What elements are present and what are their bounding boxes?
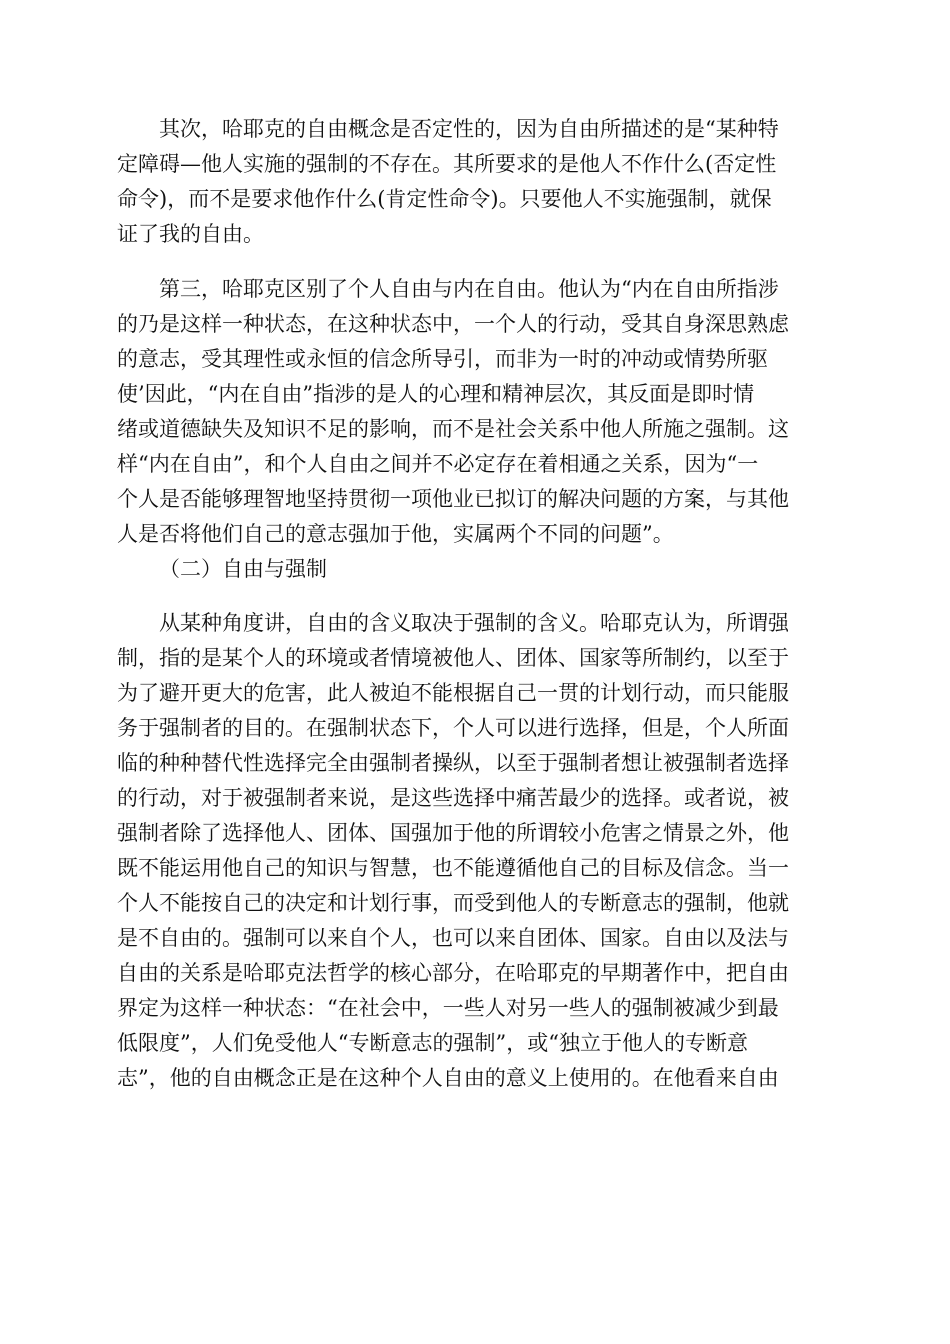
text-line: 其次，哈耶克的自由概念是否定性的，因为自由所描述的是“某种特 <box>159 117 779 141</box>
text-line: 自由的关系是哈耶克法哲学的核心部分，在哈耶克的早期著作中，把自由 <box>117 961 789 985</box>
text-line: 证了我的自由。 <box>117 222 264 246</box>
text-line: 定障碍—他人实施的强制的不存在。其所要求的是他人不作什么(否定性 <box>117 152 777 176</box>
text-line: 的意志，受其理性或永恒的信念所导引，而非为一时的冲动或情势所驱 <box>117 347 768 371</box>
text-line: 个人不能按自己的决定和计划行事，而受到他人的专断意志的强制，他就 <box>117 891 789 915</box>
text-line: 从某种角度讲，自由的含义取决于强制的含义。哈耶克认为，所谓强 <box>159 611 789 635</box>
text-line: 既不能运用他自己的知识与智慧，也不能遵循他自己的目标及信念。当一 <box>117 856 789 880</box>
section-heading: （二）自由与强制 <box>159 557 327 581</box>
text-line: 命令)，而不是要求他作什么(肯定性命令)。只要他人不实施强制，就保 <box>117 187 772 211</box>
text-line: 人是否将他们自己的意志强加于他，实属两个不同的问题”。 <box>117 522 674 546</box>
paragraph-negative-freedom <box>117 112 831 252</box>
text-line: 绪或道德缺失及知识不足的影响，而不是社会关系中他人所施之强制。这 <box>117 417 789 441</box>
text-line: 强制者除了选择他人、团体、国强加于他的所谓较小危害之情景之外，他 <box>117 821 789 845</box>
text-line: 低限度”，人们免受他人“专断意志的强制”，或“独立于他人的专断意 <box>117 1031 748 1055</box>
text-line: 的乃是这样一种状态，在这种状态中，一个人的行动，受其自身深思熟虑 <box>117 312 789 336</box>
text-line: 务于强制者的目的。在强制状态下，个人可以进行选择，但是，个人所面 <box>117 716 789 740</box>
text-line: 是不自由的。强制可以来自个人，也可以来自团体、国家。自由以及法与 <box>117 926 789 950</box>
document-page <box>117 112 831 1096</box>
text-line: 个人是否能够理智地坚持贯彻一项他业已拟订的解决问题的方案，与其他 <box>117 487 789 511</box>
text-line: 为了避开更大的危害，此人被迫不能根据自己一贯的计划行动，而只能服 <box>117 681 789 705</box>
text-line: 样“内在自由”，和个人自由之间并不必定存在着相通之关系，因为“一 <box>117 452 759 476</box>
text-line: 使’因此，“内在自由”指涉的是人的心理和精神层次，其反面是即时情 <box>117 382 755 406</box>
text-line: 的行动，对于被强制者来说，是这些选择中痛苦最少的选择。或者说，被 <box>117 786 789 810</box>
paragraph-inner-freedom <box>117 272 831 552</box>
text-line: 临的种种替代性选择完全由强制者操纵，以至于强制者想让被强制者选择 <box>117 751 789 775</box>
paragraph-freedom-and-coercion <box>117 606 831 1096</box>
text-line: 界定为这样一种状态：“在社会中，一些人对另一些人的强制被减少到最 <box>117 996 779 1020</box>
text-line: 第三，哈耶克区别了个人自由与内在自由。他认为“内在自由所指涉 <box>159 277 779 301</box>
text-line: 制，指的是某个人的环境或者情境被他人、团体、国家等所制约，以至于 <box>117 646 789 670</box>
text-line: 志”，他的自由概念正是在这种个人自由的意义上使用的。在他看来自由 <box>117 1066 779 1090</box>
